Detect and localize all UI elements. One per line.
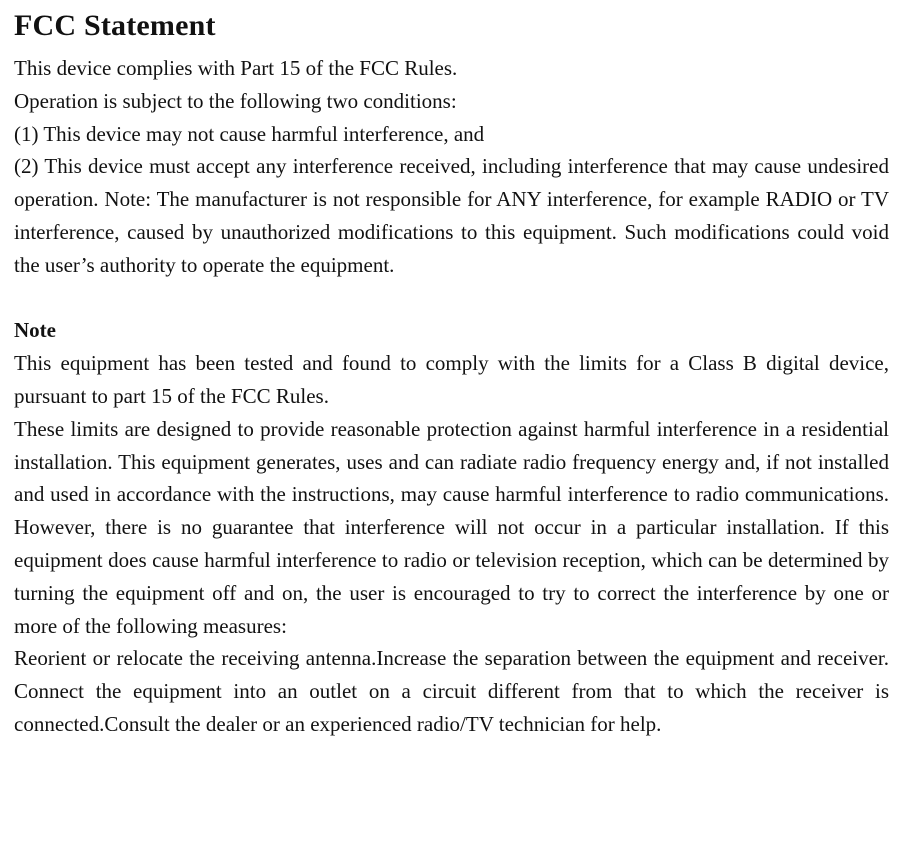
note-heading: Note [14,318,56,343]
statement-line-conditions-intro: Operation is subject to the following two conditions: [14,88,457,113]
note-paragraph-class-b: This equipment has been tested and found to comply with the limits for a Class B digital device, pursuant to part 15 of the FCC Rules. [14,351,889,408]
section-spacer [14,282,889,315]
note-paragraph-limits: These limits are designed to provide reasonable protection against harmful interference in a residential installation. This equipment generates, uses and can radiate radio frequency energy and, if not installed and used in accordance with the instructions, may cause harmful interference to radio communications. However, there is no guarantee that interference will not occur in a particular installation. If this equipment does cause harmful interference to radio or television reception, which can be determined by turning the equipment off and on, the user is encouraged to try to correct the interference by one or more of the following measures: [14,416,889,638]
note-paragraph-measures: Reorient or relocate the receiving antenna.Increase the separation between the equipment and receiver. Connect the equipment into an outlet on a circuit different from that to which the receiver is connected.Consult the dealer or an experienced radio/TV technician for help. [14,646,889,736]
statement-line-compliance: This device complies with Part 15 of the FCC Rules. [14,56,458,80]
statement-condition-2: (2) This device must accept any interference received, including interference that may cause undesired operation. Note: The manufacturer is not responsible for ANY interference, for example RADIO or TV interference, caused by unauthorized modifications to this equipment. Such modifications could void the user’s authority to operate the equipment. [14,154,889,277]
page-title: FCC Statement [14,9,216,42]
statement-section [14,52,889,150]
statement-condition-1: (1) This device may not cause harmful interference, and [14,121,485,146]
